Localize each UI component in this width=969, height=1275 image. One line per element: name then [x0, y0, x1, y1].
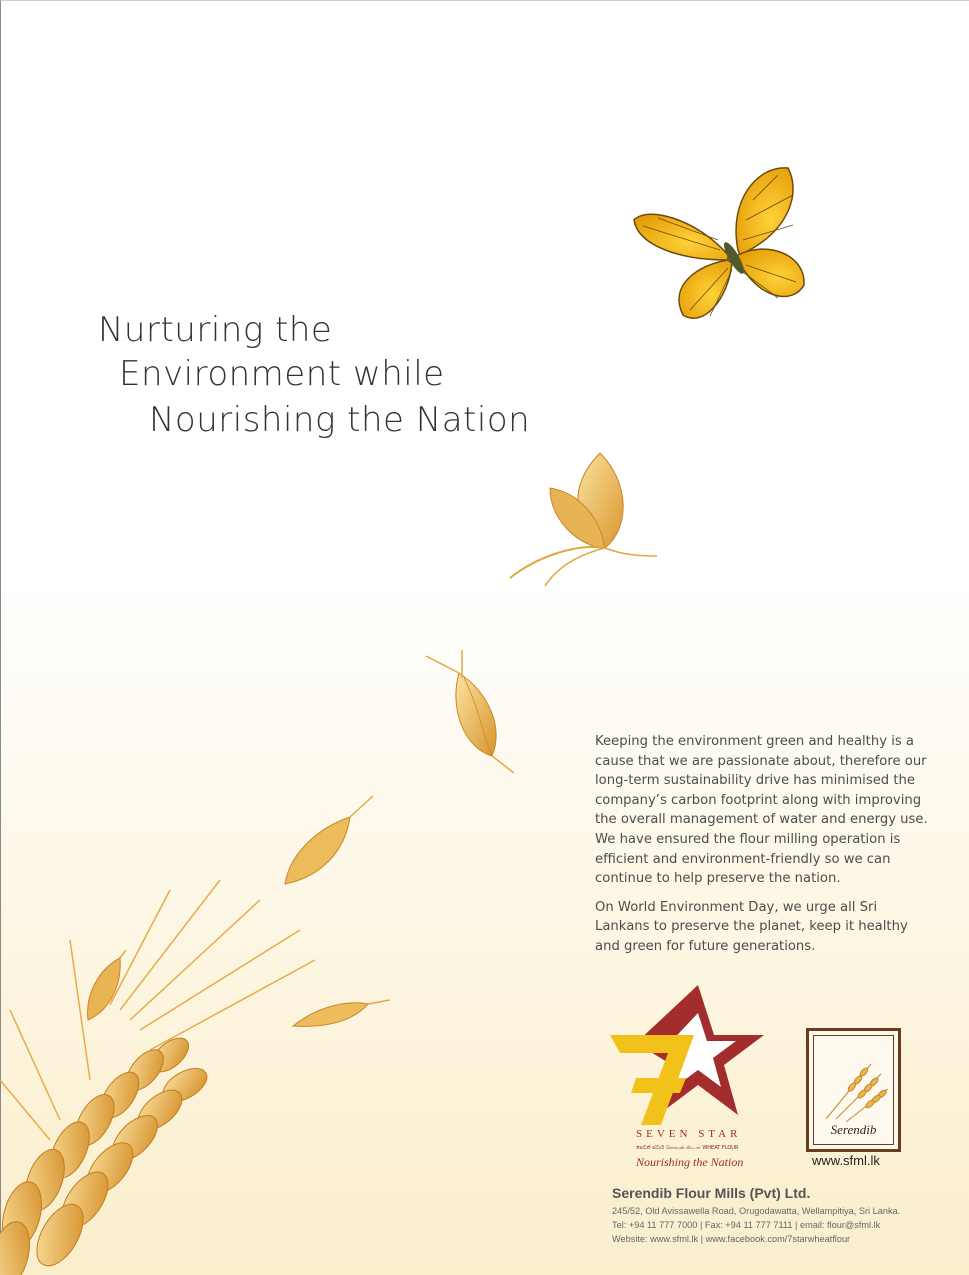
company-contact: Tel: +94 11 777 7000 | Fax: +94 11 777 7111 | email: flour@sfml.lk	[612, 1220, 881, 1230]
body-paragraph-1: Keeping the environment green and healthy is a cause that we are passionate about, therefore our long-term sustainability drive has minimised the company’s carbon footprint along with improving the overall management of water and energy use. We have ensured the flour milling operation is efficient and environment-friendly so we can continue to help preserve the nation.	[595, 734, 928, 887]
body-copy	[595, 732, 935, 966]
website-url[interactable]: www.sfml.lk	[812, 1153, 880, 1168]
company-web[interactable]: Website: www.sfml.lk | www.facebook.com/7starwheatflour	[612, 1234, 851, 1244]
wheat-grain-icon	[275, 792, 375, 892]
body-paragraph-2: On World Environment Day, we urge all Sri Lankans to preserve the planet, keep it healthy and green for future generations.	[595, 899, 908, 954]
company-info	[612, 1185, 900, 1246]
wheat-ear-icon	[816, 1044, 896, 1124]
seven-star-name: SEVEN STAR	[636, 1128, 742, 1140]
serendib-logo-frame	[813, 1035, 894, 1145]
wheat-grain-icon	[505, 448, 665, 588]
headline-line-3: Nourishing the Nation	[149, 400, 531, 440]
seven-star-tagline: Nourishing the Nation	[636, 1155, 744, 1169]
star-logo-icon	[606, 983, 766, 1128]
wheat-ear-icon	[0, 880, 320, 1275]
seven-star-logo	[606, 983, 766, 1173]
company-name: Serendib Flour Mills (Pvt) Ltd.	[612, 1185, 811, 1201]
butterfly-icon	[628, 160, 808, 330]
seven-star-small-text: සෙවන් ස්ටාර් ஸெவன் ஸ்டார் WHEAT FLOUR	[636, 1145, 739, 1151]
wheat-grain-icon	[424, 648, 524, 778]
serendib-logo	[806, 1028, 901, 1152]
serendib-logo-label: Serendib	[830, 1122, 877, 1137]
headline-line-1: Nurturing the	[98, 310, 333, 350]
headline-line-2: Environment while	[119, 354, 445, 394]
company-address: 245/52, Old Avissawella Road, Orugodawatta, Wellampitiya, Sri Lanka.	[612, 1206, 901, 1216]
